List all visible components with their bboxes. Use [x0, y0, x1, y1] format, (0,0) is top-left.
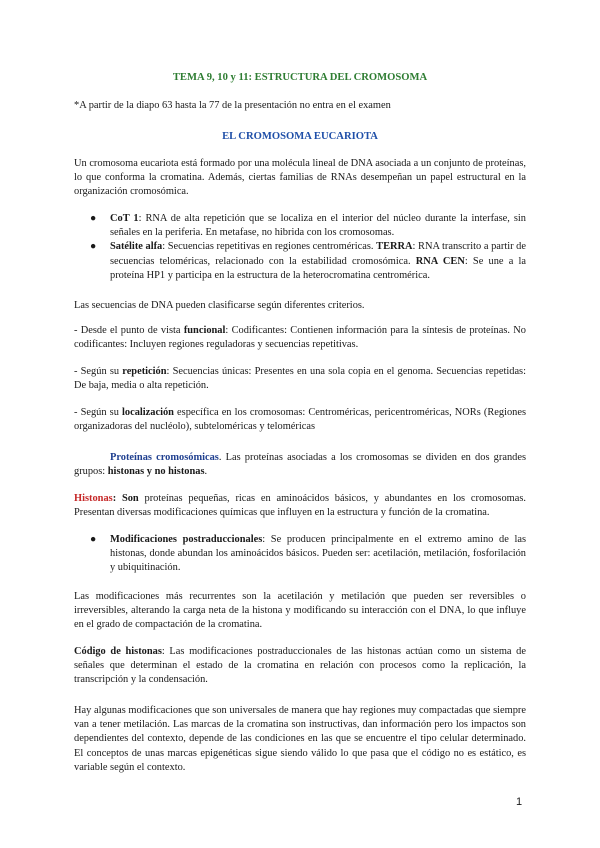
item-text: : Secuencias repetitivas en regiones centroméricas.	[162, 241, 377, 253]
bullet-icon: ●	[90, 241, 97, 253]
term-histonas-heading: Histonas	[74, 493, 113, 504]
criterion-text: específica en los cromosomas: Centroméricas, pericentroméricas, NORs (Regiones organizadoras del nucléolo), subteloméricas y teloméricas	[74, 407, 526, 433]
criterion-prefix: - Desde el punto de vista	[74, 325, 184, 336]
term-histonas: histonas	[107, 466, 145, 478]
criterion-term: repetición	[122, 366, 167, 377]
modifications-bullet-list	[88, 533, 526, 576]
list-item	[88, 212, 526, 240]
list-item	[88, 533, 526, 576]
page-number: 1	[516, 796, 523, 808]
term-modificaciones: Modificaciones postraduccionales	[110, 534, 263, 545]
term-terra: TERRA	[376, 241, 413, 253]
criterion-localizacion	[74, 406, 526, 434]
histonas-text: proteínas pequeñas, ricas en aminoácidos básicos, y abundantes en los cromosomas. Presentan diversas modificaciones químicas que influyen en la estructura y función de la cromatina.	[74, 493, 526, 519]
term-codigo-histonas: Código de histonas	[74, 646, 162, 657]
section-title: EL CROMOSOMA EUCARIOTA	[222, 131, 378, 142]
bullet-icon: ●	[90, 213, 97, 224]
term-cot1: CoT 1	[110, 213, 139, 224]
codigo-text: : Las modificaciones postraduccionales de las histonas actúan como un sistema de señales que determinan el estado de la cromatina en relación con procesos como la replicación, la transcripción y la condensación.	[74, 646, 526, 686]
criterion-prefix: - Según su	[74, 366, 123, 377]
proteins-text: . Las proteínas asociadas a los cromosomas se dividen en dos grandes grupos:	[74, 452, 526, 478]
exam-note: *A partir de la diapo 63 hasta la 77 de la presentación no entra en el examen	[74, 100, 391, 111]
criterion-prefix: - Según su	[74, 407, 122, 418]
criterion-funcional	[74, 324, 526, 352]
document-title: TEMA 9, 10 y 11: ESTRUCTURA DEL CROMOSOMA	[172, 72, 428, 83]
term-satelite-alfa: Satélite alfa	[110, 241, 163, 253]
bullet-icon: ●	[90, 534, 97, 545]
histonas-son: : Son	[112, 493, 139, 504]
term-no-histonas: no histonas	[154, 466, 205, 478]
modifications-paragraph: Las modificaciones más recurrentes son la acetilación y metilación que pueden ser reversibles o irreversibles, alterando la carga neta de la histona y modificando su interacción con el DNA, lo que influye en el grado de compactación de la cromatina.	[74, 591, 526, 631]
codigo-paragraph	[74, 645, 526, 688]
proteins-and: y	[144, 466, 155, 478]
criterion-repeticion	[74, 365, 526, 393]
classify-intro: Las secuencias de DNA pueden clasificarse según diferentes criterios.	[74, 300, 365, 311]
criterion-term: funcional	[183, 325, 226, 336]
criterion-term: localización	[122, 407, 174, 418]
intro-paragraph: Un cromosoma eucariota está formado por una molécula lineal de DNA asociada a un conjunto de proteínas, lo que conforma la cromatina. Además, ciertas familias de RNAs desempeñan un papel estructural en la organización cromosómica.	[74, 158, 526, 198]
criterion-text: : Secuencias únicas: Presentes en una sola copia en el genoma. Secuencias repetidas: De baja, media o alta repetición.	[74, 366, 526, 392]
histonas-paragraph	[74, 492, 526, 520]
item-text: : Se une a la proteína HP1 y participa en la estructura de la heterocromatina centromérica.	[110, 255, 526, 281]
item-text: : Se producen principalmente en el extremo amino de las histonas, donde abundan los aminoácidos básicos. Pueden ser: acetilación, metilación, fosforilación y ubiquitinación.	[110, 534, 526, 574]
item-text: : RNA transcrito a partir de secuencias teloméricas, relacionado con la estabilidad cromosómica.	[110, 241, 526, 267]
rna-bullet-list	[88, 212, 526, 283]
item-text: : RNA de alta repetición que se localiza en el interior del núcleo durante la interfase, sin señales en la periferia. En metafase, no hibrida con los cromosomas.	[110, 213, 526, 239]
term-rna-cen: RNA CEN	[415, 255, 465, 267]
term-proteinas: Proteínas cromosómicas	[110, 452, 219, 463]
final-paragraph: Hay algunas modificaciones que son universales de manera que hay regiones muy compactadas que siempre van a tener metilación. Las marcas de la cromatina son instructivas, dan información pero los impactos son dependientes del contexto, depende de las condiciones en las que se encuentre el tipo celular determinado. El conceptos de unas marcas epigenéticas sigue siendo válido lo que pasa que el código no es estático, es variable según el contexto.	[74, 705, 526, 773]
proteins-end: .	[204, 466, 208, 478]
criterion-text: : Codificantes: Contienen información para la síntesis de proteínas. No codificantes: Incluyen regiones reguladoras y secuencias repetitivas.	[74, 325, 526, 351]
list-item	[88, 240, 526, 283]
proteins-paragraph	[74, 451, 526, 479]
